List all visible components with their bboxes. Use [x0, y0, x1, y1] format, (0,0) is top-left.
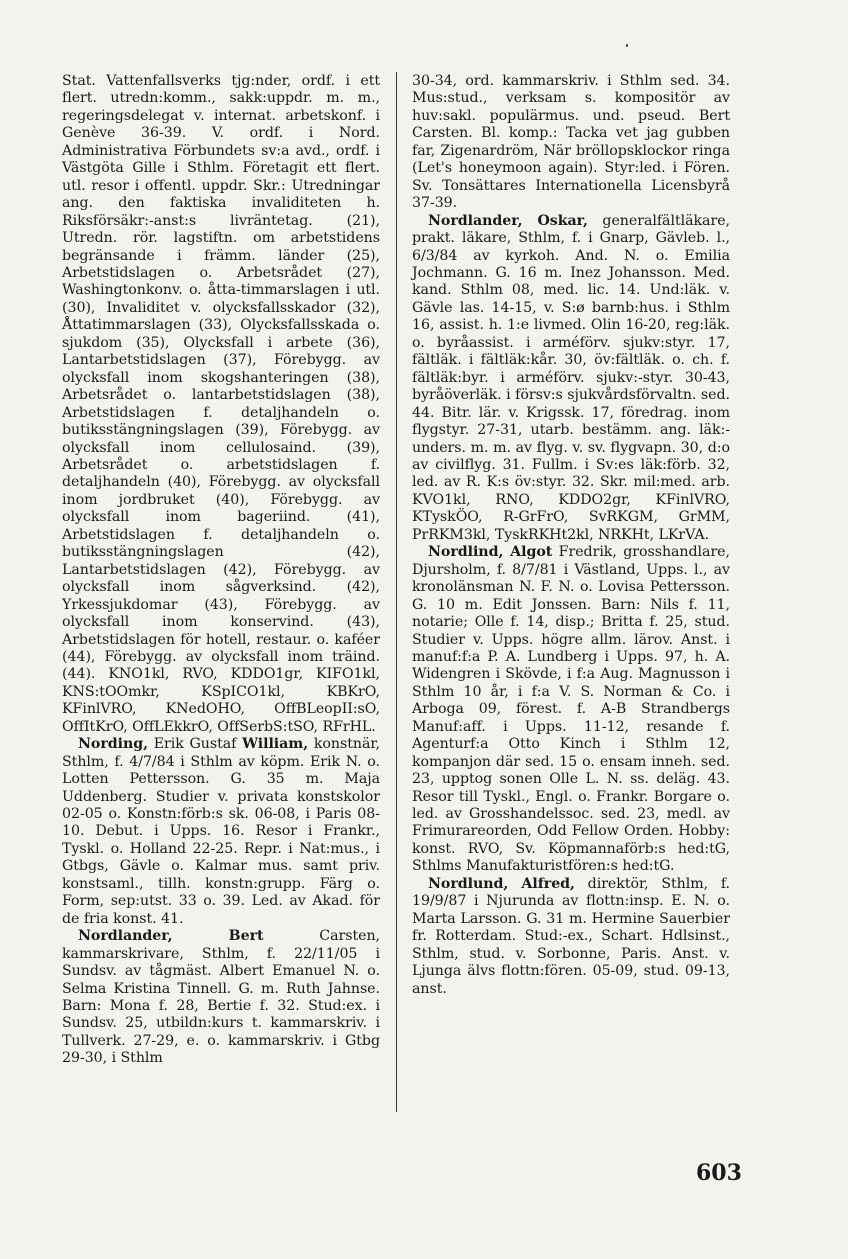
print-speck	[626, 44, 628, 47]
right-column	[412, 73, 730, 998]
entry-name: Nordlander, Oskar,	[428, 212, 588, 229]
entry-name: Nording,	[78, 736, 148, 753]
entry-name: Nordlind, Algot	[428, 544, 553, 561]
entry-nordlander-bert	[62, 928, 380, 1068]
left-continuation-text: Stat. Vattenfallsverks tjg:nder, ordf. i ett flert. utredn:komm., sakk:uppdr. m. m., regeringsdelegat v. internat. arbetskonf. i Genève 36-39. V. ordf. i Nord. Administrativa Förbundets sv:a avd., ordf. i Västgöta Gille i Sthlm. Företagit ett flert. utl. resor i offentl. uppdr. Skr.: Utredningar ang. den faktiska invaliditeten h. Riksförsäkr:-anst:s livräntetag. (21), Utredn. rör. lagstiftn. om arbetstidens begränsande i främm. länder (25), Arbetstidslagen o. Arbetsrådet (27), Washingtonkonv. o. åtta-timmarslagen i utl. (30), Invaliditet v. olycksfallsskador (32), Åttatimmarslagen (33), Olycksfallsskada o. sjukdom (35), Olycksfall i arbete (36), Lantarbetstidslagen (37), Förebygg. av olycksfall inom skogshanteringen (38), Arbetsrådet o. lantarbetstidslagen (38), Arbetstidslagen f. detaljhandeln o. butiksstängningslagen (39), Förebygg. av olycksfall inom cellulosaind. (39), Arbetsrådet o. arbetstidslagen f. detaljhandeln (40), Förebygg. av olycksfall inom jordbruket (40), Förebygg. av olycksfall inom bageriind. (41), Arbetstidslagen f. detaljhandeln o. butiksstängningslagen (42), Lantarbetstidslagen (42), Förebygg. av olycksfall inom sågverksind. (42), Yrkessjukdomar (43), Förebygg. av olycksfall inom konservind. (43), Arbetstidslagen för hotell, restaur. o. kaféer (44), Förebygg. av olycksfall inom träind. (44). KNO1kl, RVO, KDDO1gr, KIFO1kl, KNS:tOOmkr, KSpICO1kl, KBKrO, KFinlVRO, KNedOHO, OffBLeopII:sO, OffItKrO, OffLEkkrO, OffSerbS:tSO, RFrHL.	[62, 73, 380, 735]
entry-given-names: Erik Gustaf	[148, 736, 243, 753]
page-number: 603	[696, 1160, 742, 1186]
left-column	[62, 73, 380, 1068]
entry-text: Fredrik, grosshandlare, Djursholm, f. 8/7/81 i Västland, Upps. l., av kronolänsman N. F. N. o. Lovisa Pettersson. G. 10 m. Edit Jonssen. Barn: Nils f. 11, notarie; Olle f. 14, disp.; Britta f. 25, stud. Studier v. Upps. högre allm. lärov. Anst. i manuf:f:a P. A. Lundberg i Upps. 97, h. A. Widengren i Skövde, i f:a Aug. Magnusson i Sthlm 10 år, i f:a V. S. Norman & Co. i Arboga 09, förest. f. A-B Strandbergs Manuf:aff. i Upps. 11-12, resande f. Agenturf:a Otto Kinch i Sthlm 12, kompanjon där sed. 15 o. ensam inneh. sed. 23, upptog sonen Olle L. N. ss. deläg. 43. Resor till Tyskl., Engl. o. Frankr. Borgare o. led. av Grosshandelssoc. sed. 23, medl. av Frimurareorden, Odd Fellow Orden. Hobby: konst. RVO, Sv. Köpmannaförb:s hed:tG, Sthlms Manufakturistfören:s hed:tG.	[412, 544, 730, 875]
entry-text: konstnär, Sthlm, f. 4/7/84 i Sthlm av köpm. Erik N. o. Lotten Pettersson. G. 35 m. Maja Uddenberg. Studier v. privata konstskolor 02-05 o. Konstn:förb:s sk. 06-08, i Paris 08-10. Debut. i Upps. 16. Resor i Frankr., Tyskl. o. Holland 22-25. Repr. i Nat:mus., i Gtbgs, Gävle o. Kalmar mus. samt priv. konstsaml., tillh. konstn:grupp. Färg o. Form, sep:utst. 33 o. 39. Led. av Akad. för de fria konst. 41.	[62, 736, 380, 927]
entry-name: Nordlund, Alfred,	[428, 875, 575, 892]
entry-nordlander-oskar	[412, 213, 730, 545]
entry-text: generalfältläkare, prakt. läkare, Sthlm, f. i Gnarp, Gävleb. l., 6/3/84 av kyrkoh. And. N. o. Emilia Jochmann. G. 16 m. Inez Johansson. Med. kand. Sthlm 08, med. lic. 14. Und:läk. v. Gävle las. 14-15, v. S:ø barnb:hus. i Sthlm 16, assist. h. 1:e livmed. Olin 16-20, reg:läk. o. byråassist. i arméförv. sjukv:styr. 17, fältläk. i fältläk:kår. 30, öv:fältläk. o. ch. f. fältläk:byr. i arméförv. sjukv:-styr. 30-43, byråöverläk. i försv:s sjukvårdsförvaltn. sed. 44. Bitr. lär. v. Krigssk. 17, föredrag. inom flygstyr. 27-31, utarb. bestämm. ang. läk:-unders. m. m. av flyg. v. sv. flygvapn. 30, d:o av civilflyg. 31. Fullm. i Sv:es läk:förb. 32, led. av R. K:s öv:styr. 32. Skr. mil:med. arb. KVO1kl, RNO, KDDO2gr, KFinlVRO, KTyskÖO, R-GrFrO, SvRKGM, GrMM, PrRKM3kl, TyskRKHt2kl, NRKHt, LKrVA.	[412, 212, 730, 543]
entry-given-bold: William,	[242, 736, 309, 753]
entry-name: Nordlander, Bert	[78, 928, 264, 945]
column-divider	[396, 72, 397, 1112]
entry-nordlind-algot	[412, 544, 730, 876]
right-continuation-text: 30-34, ord. kammarskriv. i Sthlm sed. 34. Mus:stud., verksam s. kompositör av huv:sakl. populärmus. und. pseud. Bert Carsten. Bl. komp.: Tacka vet jag gubben far, Zigenardröm, När bröllopsklockor ringa (Let's honeymoon again). Styr:led. i Fören. Sv. Tonsättares Internationella Licensbyrå 37-39.	[412, 73, 730, 212]
entry-nordlund-alfred	[412, 876, 730, 998]
entry-text: Carsten, kammarskrivare, Sthlm, f. 22/11/05 i Sundsv. av tågmäst. Albert Emanuel N. o. Selma Kristina Tinnell. G. m. Ruth Jahnse. Barn: Mona f. 28, Bertie f. 32. Stud:ex. i Sundsv. 25, utbildn:kurs t. kammarskriv. i Tullverk. 27-29, e. o. kammarskriv. i Gtbg 29-30, i Sthlm	[62, 928, 380, 1067]
entry-text: direktör, Sthlm, f. 19/9/87 i Njurunda av flottn:insp. E. N. o. Marta Larsson. G. 31 m. Hermine Sauerbier fr. Rotterdam. Stud:-ex., Schart. Hdlsinst., Sthlm, stud. v. Sorbonne, Paris. Anst. v. Ljunga älvs flottn:fören. 05-09, stud. 09-13, anst.	[412, 875, 730, 997]
entry-nording	[62, 736, 380, 928]
